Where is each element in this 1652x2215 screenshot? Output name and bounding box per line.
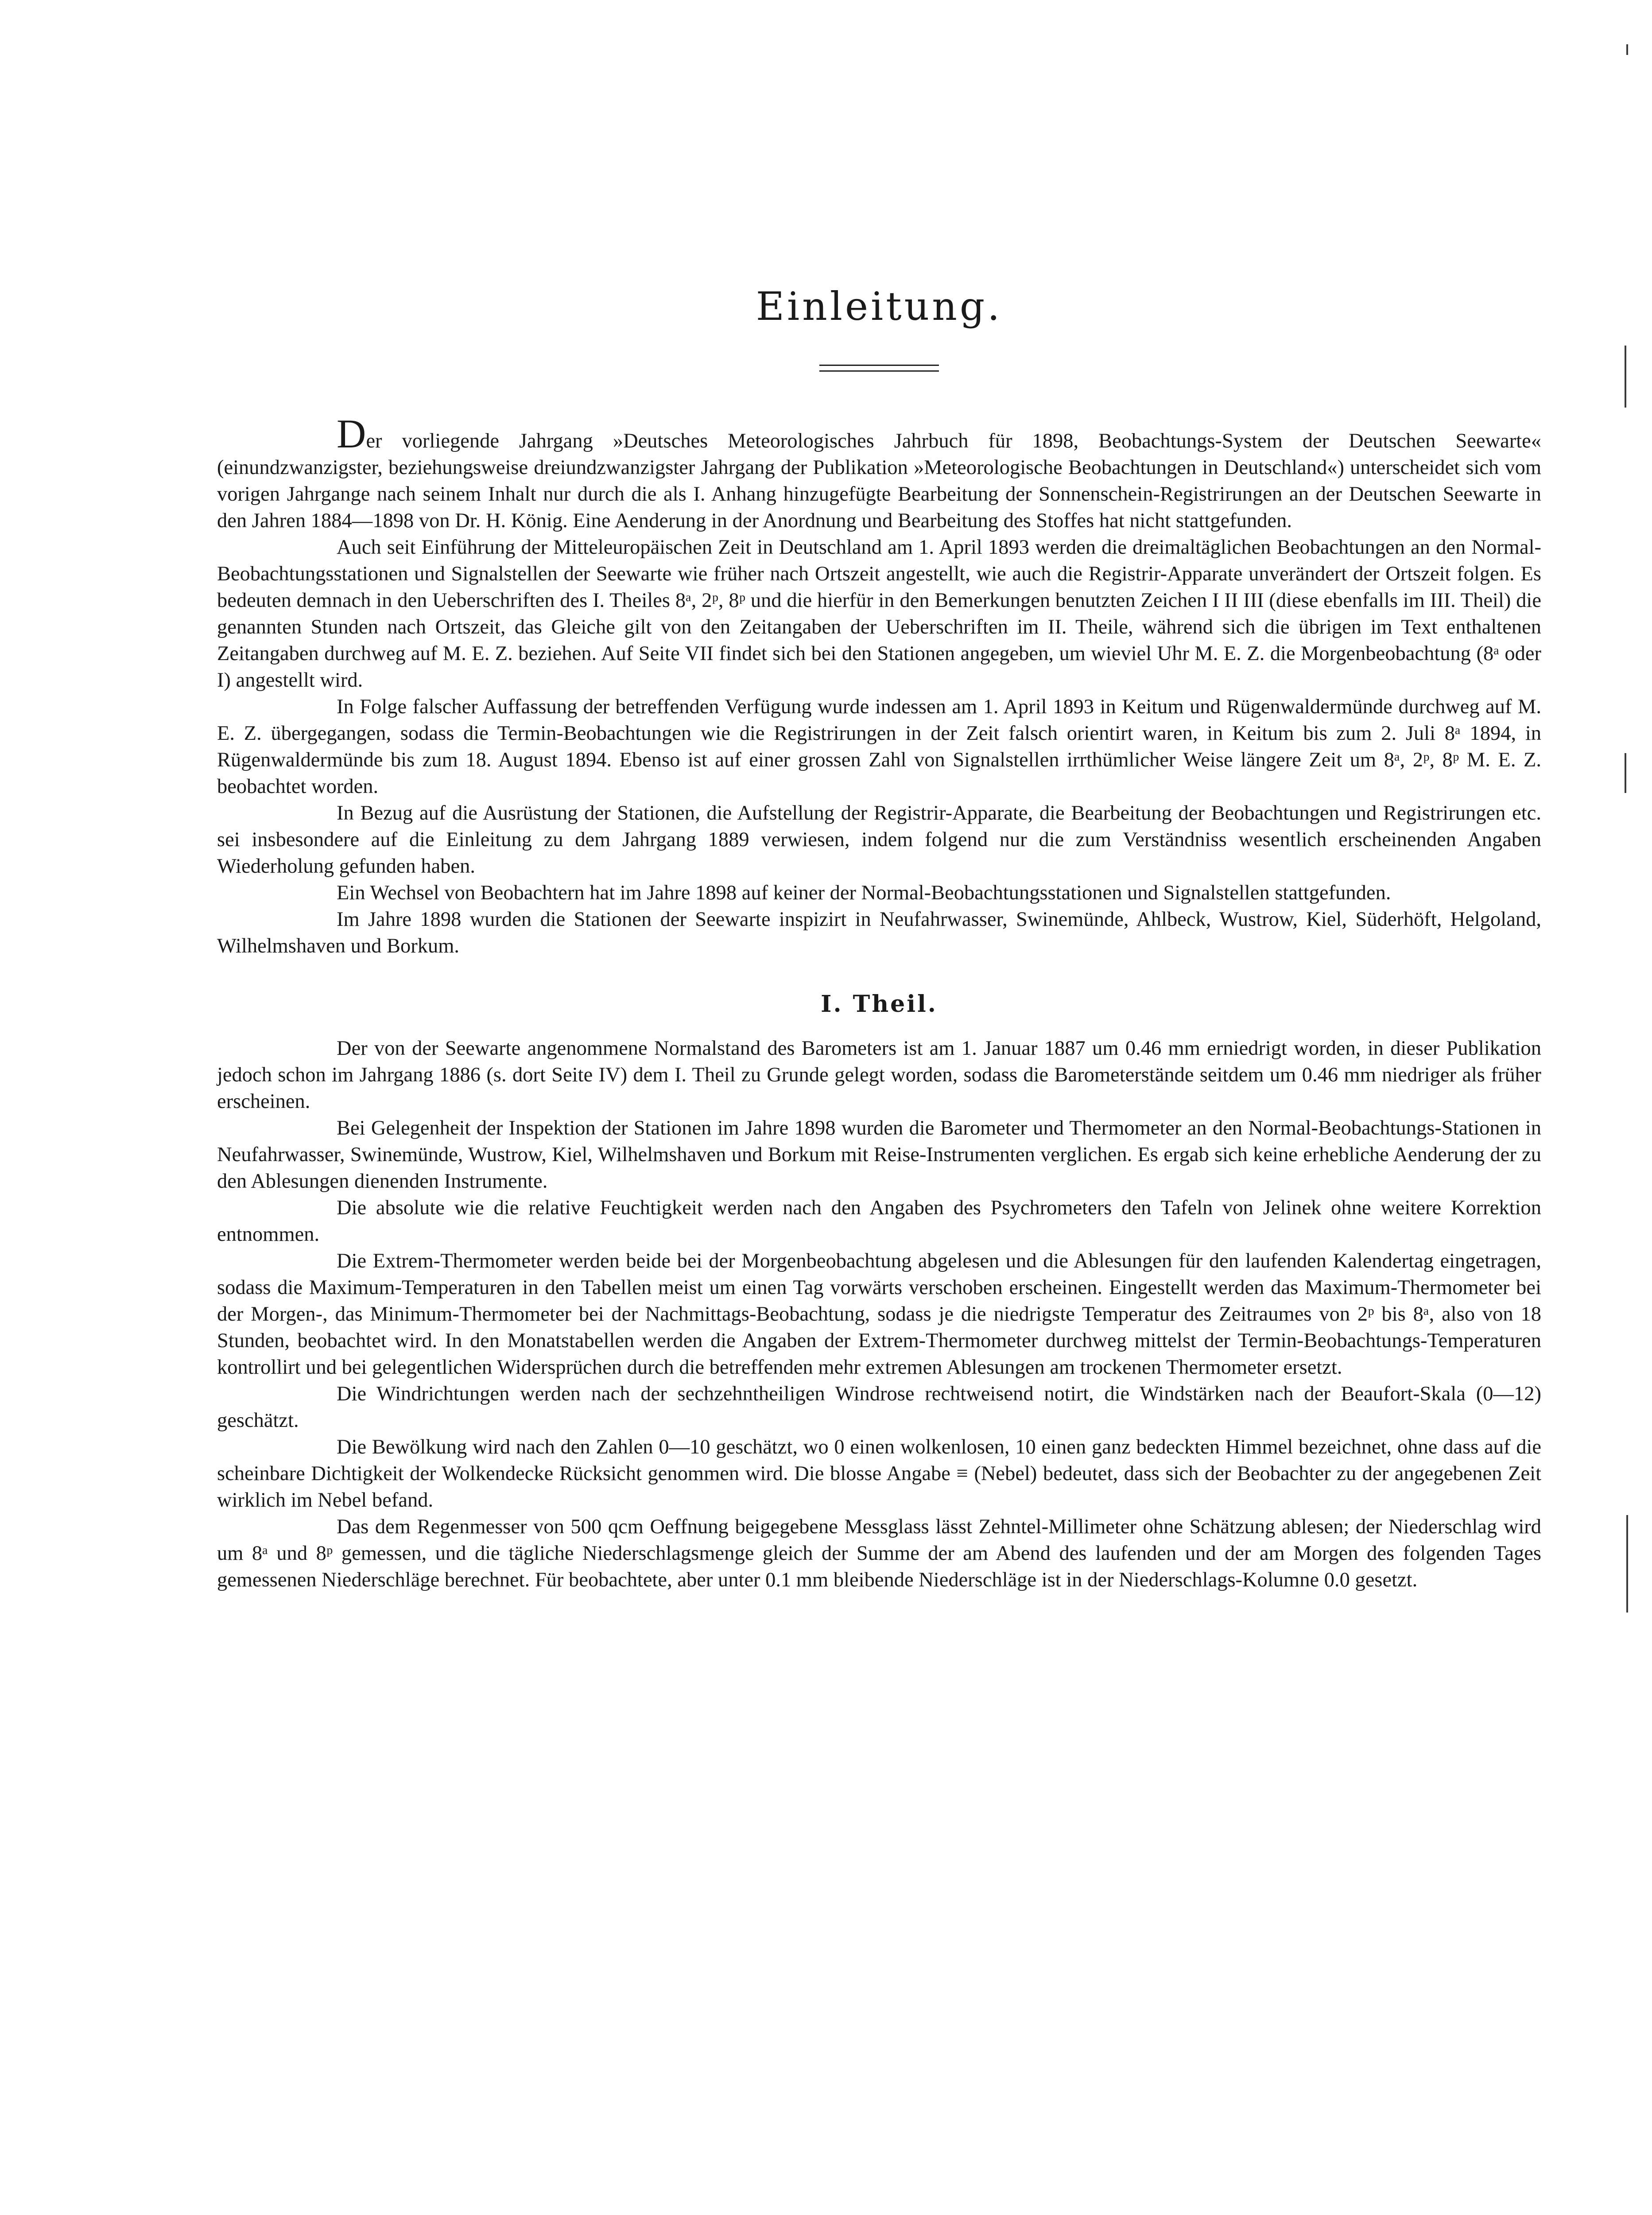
intro-paragraph-5: Ein Wechsel von Beobachtern hat im Jahre 1898 auf keiner der Normal-Beobachtungsstationen und Signalstellen stattgefunden. bbox=[337, 882, 1391, 904]
section-paragraph-3: Die absolute wie die relative Feuchtigkeit werden nach den Angaben des Psychrometers den Tafeln von Jelinek ohne weitere Korrektion entnommen. bbox=[217, 1197, 1541, 1246]
section-paragraph-2: Bei Gelegenheit der Inspektion der Stationen im Jahre 1898 wurden die Barometer und Thermometer an den Normal-Beobachtungs-Stationen in Neufahrwasser, Swinemünde, Wustrow, Kiel, Wilhelmshaven und Borkum mit Reise-Instrumenten verglichen. Es ergab sich keine erhebliche Aenderung der zu den Ablesungen dienenden Instrumente. bbox=[217, 1117, 1541, 1193]
section-paragraph-1: Der von der Seewarte angenommene Normalstand des Barometers ist am 1. Januar 1887 um 0.46 mm erniedrigt worden, in dieser Publikation jedoch schon im Jahrgang 1886 (s. dort Seite IV) dem I. Theil zu Grunde gelegt worden, sodass die Barometerstände seitdem um 0.46 mm niedriger als früher erscheinen. bbox=[217, 1037, 1541, 1113]
scan-edge-mark bbox=[1626, 44, 1628, 55]
page-body bbox=[217, 284, 1541, 1593]
scan-edge-mark bbox=[1625, 346, 1626, 408]
intro-section bbox=[217, 411, 1541, 960]
page-title: Einleitung. bbox=[756, 284, 1003, 329]
dropcap: D bbox=[337, 411, 366, 456]
scan-edge-mark bbox=[1626, 1515, 1628, 1613]
section-paragraph-6: Die Bewölkung wird nach den Zahlen 0—10 geschätzt, wo 0 einen wolkenlosen, 10 einen ganz bedeckten Himmel bezeichnet, ohne dass auf die scheinbare Dichtigkeit der Wolkendecke Rücksicht genommen wird. Die blosse Angabe ≡ (Nebel) bedeutet, dass sich der Beobachter zu der angegebenen Zeit wirklich im Nebel befand. bbox=[217, 1436, 1541, 1512]
section-heading: I. Theil. bbox=[821, 991, 938, 1018]
intro-paragraph-1: Der vorliegende Jahrgang »Deutsches Meteorologisches Jahrbuch für 1898, Beobachtungs-System der Deutschen Seewarte« (einundzwanzigster, beziehungsweise dreiundzwanzigster Jahrgang der Publikation »Meteorologische Beobachtungen in Deutschland«) unterscheidet sich vom vorigen Jahrgange nach seinem Inhalt nur durch die als I. Anhang hinzugefügte Bearbeitung der Sonnenschein-Registrirungen an der Deutschen Seewarte in den Jahren 1884—1898 von Dr. H. König. Eine Aenderung in der Anordnung und Bearbeitung des Stoffes hat nicht stattgefunden. bbox=[217, 411, 1541, 532]
section-theil-1 bbox=[217, 1035, 1541, 1593]
intro-paragraph-6: Im Jahre 1898 wurden die Stationen der Seewarte inspizirt in Neufahrwasser, Swinemünde, Ahlbeck, Wustrow, Kiel, Süderhöft, Helgoland, Wilhelmshaven und Borkum. bbox=[217, 908, 1541, 957]
intro-paragraph-3: In Folge falscher Auffassung der betreffenden Verfügung wurde indessen am 1. April 1893 in Keitum und Rügenwaldermünde durchweg auf M. E. Z. übergegangen, sodass die Termin-Beobachtungen wie die Registrirungen in der Zeit falsch orientirt waren, in Keitum bis zum 2. Juli 8ᵃ 1894, in Rügenwaldermünde bis zum 18. August 1894. Ebenso ist auf einer grossen Zahl von Signalstellen irrthümlicher Weise längere Zeit um 8ᵃ, 2ᵖ, 8ᵖ M. E. Z. beobachtet worden. bbox=[217, 696, 1541, 798]
scan-edge-mark bbox=[1625, 753, 1626, 793]
title-ornament-rule bbox=[819, 365, 939, 372]
section-paragraph-7: Das dem Regenmesser von 500 qcm Oeffnung beigegebene Messglass lässt Zehntel-Millimeter ohne Schätzung ablesen; der Niederschlag wird um 8ᵃ und 8ᵖ gemessen, und die tägliche Niederschlagsmenge gleich der Summe der am Abend des laufenden und der am Morgen des folgenden Tages gemessenen Niederschläge berechnet. Für beobachtete, aber unter 0.1 mm bleibende Niederschläge ist in der Niederschlags-Kolumne 0.0 gesetzt. bbox=[217, 1516, 1541, 1591]
intro-paragraph-2: Auch seit Einführung der Mitteleuropäischen Zeit in Deutschland am 1. April 1893 werden die dreimaltäglichen Beobachtungen an den Normal-Beobachtungsstationen und Signalstellen der Seewarte wie früher nach Ortszeit angestellt, wie auch die Registrir-Apparate unverändert der Ortszeit folgen. Es bedeuten demnach in den Ueberschriften des I. Theiles 8ᵃ, 2ᵖ, 8ᵖ und die hierfür in den Bemerkungen benutzten Zeichen I II III (diese ebenfalls im III. Theil) die genannten Stunden nach Ortszeit, das Gleiche gilt von den Zeitangaben der Ueberschriften im II. Theile, während sich die übrigen im Text enthaltenen Zeitangaben durchweg auf M. E. Z. beziehen. Auf Seite VII findet sich bei den Stationen angegeben, um wieviel Uhr M. E. Z. die Morgenbeobachtung (8ᵃ oder I) angestellt wird. bbox=[217, 536, 1541, 692]
section-paragraph-4: Die Extrem-Thermometer werden beide bei der Morgenbeobachtung abgelesen und die Ablesungen für den laufenden Kalendertag eingetragen, sodass die Maximum-Temperaturen in den Tabellen meist um einen Tag vorwärts verschoben erscheinen. Eingestellt werden das Maximum-Thermometer bei der Morgen-, das Minimum-Thermometer bei der Nachmittags-Beobachtung, sodass je die niedrigste Temperatur des Zeitraumes von 2ᵖ bis 8ᵃ, also von 18 Stunden, beobachtet wird. In den Monatstabellen werden die Angaben der Extrem-Thermometer durchweg mittelst der Termin-Beobachtungs-Temperaturen kontrollirt und bei gelegentlichen Widersprüchen durch die betreffenden mehr extremen Ablesungen am trockenen Thermometer ersetzt. bbox=[217, 1250, 1541, 1379]
section-paragraph-5: Die Windrichtungen werden nach der sechzehntheiligen Windrose rechtweisend notirt, die Windstärken nach der Beaufort-Skala (0—12) geschätzt. bbox=[217, 1383, 1541, 1432]
intro-paragraph-4: In Bezug auf die Ausrüstung der Stationen, die Aufstellung der Registrir-Apparate, die Bearbeitung der Beobachtungen und Registrirungen etc. sei insbesondere auf die Einleitung zu dem Jahrgang 1889 verwiesen, indem folgend nur die zum Verständniss wesentlich erscheinenden Angaben Wiederholung gefunden haben. bbox=[217, 802, 1541, 878]
